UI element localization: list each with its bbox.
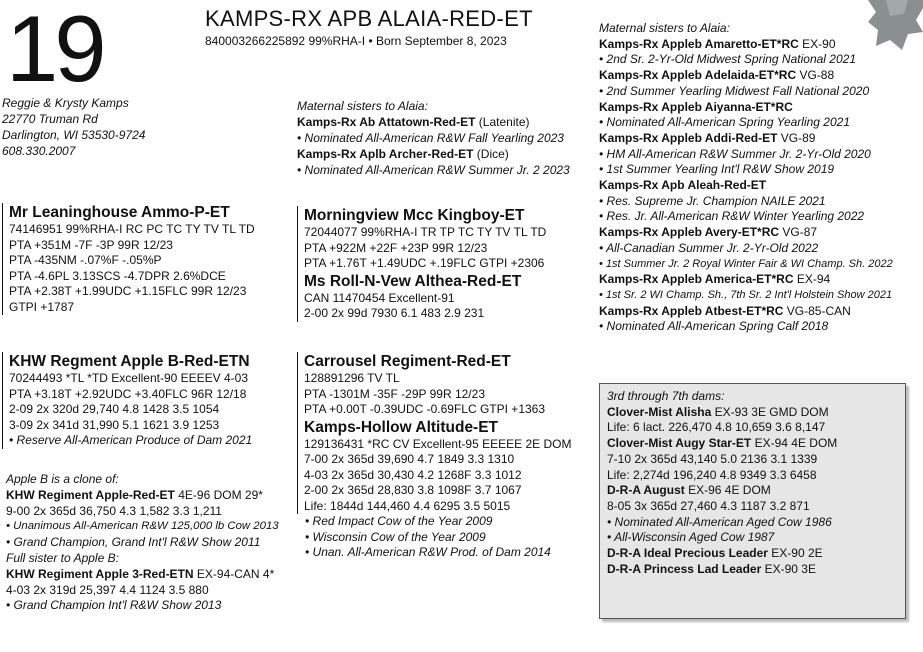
dam-sire-block	[297, 352, 571, 561]
sire-dam-line: CAN 11470454 Excellent-91	[304, 290, 455, 305]
dam-dam-name: Kamps-Hollow Altitude-ET	[304, 418, 499, 436]
sire-sire-line: PTA +922M +22F +23P 99R 12/23	[304, 240, 488, 255]
classification: VG-89	[777, 130, 816, 145]
sire-sire-line: 72044077 99%RHA-I TR TP TC TY TV TL TD	[304, 225, 547, 239]
ancestor-note: Life: 6 lact. 226,470 4.8 10,659 3.6 8,147	[607, 420, 826, 435]
full-sister-name: KHW Regiment Apple 3-Red-ETN	[6, 566, 194, 581]
classification: EX-94 4E DOM	[751, 436, 838, 451]
dam-line: 70244493 *TL *TD Excellent-90 EEEEV 4-03	[9, 371, 249, 385]
box-heading: 3rd through 7th dams:	[607, 389, 725, 403]
sister-note: • Nominated All-American Spring Yearling 2021	[599, 115, 851, 130]
sister-name	[599, 304, 893, 320]
clone-record: 9-00 2x 365d 36,750 4.3 1,582 3.3 1,211	[6, 503, 222, 518]
animal-name: Kamps-Rx Appleb Amaretto-ET*RC	[599, 36, 799, 51]
classification: EX-90 2E	[767, 546, 823, 561]
sire-sire-line: PTA +1.76T +1.49UDC +.19FLC GTPI +2306	[304, 256, 545, 270]
sister-name	[297, 114, 570, 130]
owner-city: Darlington, WI 53530-9724	[2, 128, 146, 142]
sister-name	[599, 131, 893, 147]
sister-note: • Res. Supreme Jr. Champion NAILE 2021	[599, 193, 826, 208]
animal-name: Kamps-Rx Aplb Archer-Red-ET	[297, 147, 474, 161]
center-maternal-sisters	[297, 98, 570, 178]
animal-name: Kamps-Rx Appleb America-ET*RC	[599, 272, 794, 287]
sisters-list	[599, 37, 893, 335]
animal-name: Kamps-Rx Ab Attatown-Red-ET	[297, 115, 476, 129]
sisters-list	[297, 114, 570, 178]
section-heading: Maternal sisters to Alaia:	[297, 99, 428, 113]
sister-note: • Nominated All-American R&W Summer Jr. 2 2023	[297, 163, 570, 177]
ancestor-name	[607, 405, 905, 421]
classification: VG-87	[779, 225, 818, 240]
clone-name: KHW Regiment Apple-Red-ET	[6, 487, 175, 502]
ancestor-note: 8-05 3x 365d 27,460 4.3 1187 3.2 871	[607, 498, 810, 513]
sister-name	[599, 225, 893, 241]
dam-sire-name: Carrousel Regiment-Red-ET	[304, 353, 511, 370]
animal-registration: 840003266225892 99%RHA-I • Born September 8, 2023	[205, 34, 507, 48]
classification: (Dice)	[473, 147, 509, 161]
sister-note: • All-Canadian Summer Jr. 2-Yr-Old 2022	[599, 240, 819, 255]
sister-name	[599, 100, 893, 116]
dam-sire-line: PTA +0.00T -0.39UDC -0.69FLC GTPI +1363	[304, 402, 546, 416]
sire-line: PTA +351M -7F -3P 99R 12/23	[9, 237, 173, 252]
full-sister-heading: Full sister to Apple B:	[6, 550, 119, 565]
sister-note: • HM All-American R&W Summer Jr. 2-Yr-Old 2020	[599, 146, 871, 161]
clone-heading: Apple B is a clone of:	[6, 472, 119, 486]
sister-note: • 2nd Sr. 2-Yr-Old Midwest Spring National 2021	[599, 52, 856, 67]
dam-dam-line: 7-00 2x 365d 39,690 4.7 1849 3.3 1310	[304, 452, 515, 466]
dam-line: PTA +3.18T +2.92UDC +3.40FLC 96R 12/18	[9, 386, 247, 401]
animal-name: Kamps-Rx Apb Aleah-Red-ET	[599, 178, 767, 193]
dam-dam-note: • Red Impact Cow of the Year 2009	[305, 514, 493, 528]
classification: VG-88	[796, 68, 835, 83]
full-sister-classification: EX-94-CAN 4*	[193, 566, 275, 581]
sister-note: • 1st Sr. 2 WI Champ. Sh., 7th Sr. 2 Int'l Holstein Show 2021	[599, 288, 893, 301]
sister-note: • 2nd Summer Yearling Midwest Fall National 2020	[599, 83, 870, 98]
full-sister-note: • Grand Champion Int'l R&W Show 2013	[6, 598, 222, 613]
classification: EX-96 4E DOM	[684, 483, 771, 498]
clone-note: • Unanimous All-American R&W 125,000 lb Cow 2013	[6, 520, 279, 533]
dam-dam-note: • Wisconsin Cow of the Year 2009	[305, 529, 486, 544]
ancestor-note: • Nominated All-American Aged Cow 1986	[607, 514, 832, 529]
dam-block	[2, 352, 252, 449]
dam-sire-line: 128891296 TV TL	[304, 371, 400, 385]
full-sister-record: 4-03 2x 319d 25,397 4.4 1124 3.5 880	[6, 582, 209, 597]
sire-sire-block	[297, 206, 546, 322]
sister-note: • Nominated All-American R&W Fall Yearling 2023	[297, 131, 564, 145]
sister-name	[599, 37, 893, 53]
classification: EX-94	[793, 272, 831, 287]
sister-name	[599, 178, 893, 194]
sire-name: Mr Leaninghouse Ammo-P-ET	[9, 204, 230, 221]
ancestor-note: 7-10 2x 365d 43,140 5.0 2136 3.1 1339	[607, 451, 818, 466]
sire-block	[2, 203, 255, 315]
animal-name: KAMPS-RX APB ALAIA-RED-ET	[205, 6, 533, 31]
dam-line: 3-09 2x 341d 31,990 5.1 1621 3.9 1253	[9, 417, 220, 432]
sire-dam-line: 2-00 2x 99d 7930 6.1 483 2.9 231	[304, 306, 485, 320]
sister-note: • Nominated All-American Spring Calf 2018	[599, 319, 829, 334]
dam-dam-line: Life: 1844d 144,460 4.4 6295 3.5 5015	[304, 498, 511, 513]
sire-dam-name: Ms Roll-N-Vew Althea-Red-ET	[304, 272, 522, 290]
sire-sire-name: Morningview Mcc Kingboy-ET	[304, 207, 525, 224]
right-maternal-sisters	[599, 21, 893, 335]
sister-name	[599, 272, 893, 288]
ancestor-name	[607, 562, 905, 578]
sister-note: • 1st Summer Yearling Int'l R&W Show 2019	[599, 162, 835, 177]
dam-dam-line: 129136431 *RC CV Excellent-95 EEEEE 2E DOM	[304, 436, 572, 451]
animal-name: Kamps-Rx Appleb Adelaida-ET*RC	[599, 68, 797, 83]
animal-name: Kamps-Rx Appleb Aiyanna-ET*RC	[599, 99, 793, 114]
ancestor-note: • All-Wisconsin Aged Cow 1987	[607, 530, 775, 545]
owner-name: Reggie & Krysty Kamps	[2, 96, 129, 110]
sire-line: PTA +2.38T +1.99UDC +1.15FLC 99R 12/23	[9, 284, 247, 298]
animal-name: D-R-A Princess Lad Leader	[607, 561, 762, 576]
dam-clone-block	[6, 472, 279, 614]
animal-name: Kamps-Rx Appleb Addi-Red-ET	[599, 130, 778, 145]
dam-dam-line: 4-03 2x 365d 30,430 4.2 1268F 3.3 1012	[304, 467, 522, 482]
section-heading: Maternal sisters to Alaia:	[599, 21, 730, 35]
animal-name: Clover-Mist Augy Star-ET	[607, 436, 752, 451]
classification: (Latenite)	[475, 115, 530, 129]
dam-sire-line: PTA -1301M -35F -29P 99R 12/23	[304, 386, 485, 401]
sister-name	[599, 68, 893, 84]
classification: VG-85-CAN	[783, 303, 851, 318]
sire-line: PTA -4.6PL 3.13SCS -4.7DPR 2.6%DCE	[9, 268, 226, 283]
dam-name: KHW Regment Apple B-Red-ETN	[9, 353, 250, 370]
sire-line: 74146951 99%RHA-I RC PC TC TY TV TL TD	[9, 222, 255, 236]
animal-name: Kamps-Rx Appleb Avery-ET*RC	[599, 225, 780, 240]
owner-info	[2, 95, 145, 159]
animal-name: D-R-A Ideal Precious Leader	[607, 546, 768, 561]
animal-name: Kamps-Rx Appleb Atbest-ET*RC	[599, 303, 784, 318]
dam-note: • Reserve All-American Produce of Dam 2021	[9, 433, 253, 447]
sister-name	[297, 146, 570, 162]
owner-address: 22770 Truman Rd	[2, 112, 98, 126]
animal-name: Clover-Mist Alisha	[607, 404, 712, 419]
sister-note: • Res. Jr. All-American R&W Winter Yearling 2022	[599, 209, 865, 224]
classification: EX-93 3E GMD DOM	[711, 404, 829, 419]
dam-dam-note: • Unan. All-American R&W Prod. of Dam 2014	[305, 545, 551, 559]
ancestor-name	[607, 436, 905, 452]
classification: EX-90 3E	[761, 561, 816, 576]
ancestor-note: Life: 2,274d 196,240 4.8 9349 3.3 6458	[607, 467, 817, 482]
ancestor-dams-box	[599, 383, 906, 619]
sire-line: GTPI +1787	[9, 299, 75, 314]
sire-line: PTA -435NM -.07%F -.05%P	[9, 253, 162, 267]
clone-note: • Grand Champion, Grand Int'l R&W Show 2011	[6, 535, 261, 550]
sister-note: • 1st Summer Jr. 2 Royal Winter Fair & WI Champ. Sh. 2022	[599, 257, 893, 270]
lot-number: 19	[6, 0, 103, 101]
dam-line: 2-09 2x 320d 29,740 4.8 1428 3.5 1054	[9, 402, 220, 416]
ancestor-name	[607, 483, 905, 499]
owner-phone: 608.330.2007	[2, 144, 76, 158]
ancestor-name	[607, 546, 905, 562]
dam-dam-line: 2-00 2x 365d 28,830 3.8 1098F 3.7 1067	[304, 483, 522, 497]
dams-list	[607, 405, 905, 578]
classification: EX-90	[798, 36, 836, 51]
clone-classification: 4E-96 DOM 29*	[174, 487, 263, 502]
animal-name: D-R-A August	[607, 483, 685, 498]
